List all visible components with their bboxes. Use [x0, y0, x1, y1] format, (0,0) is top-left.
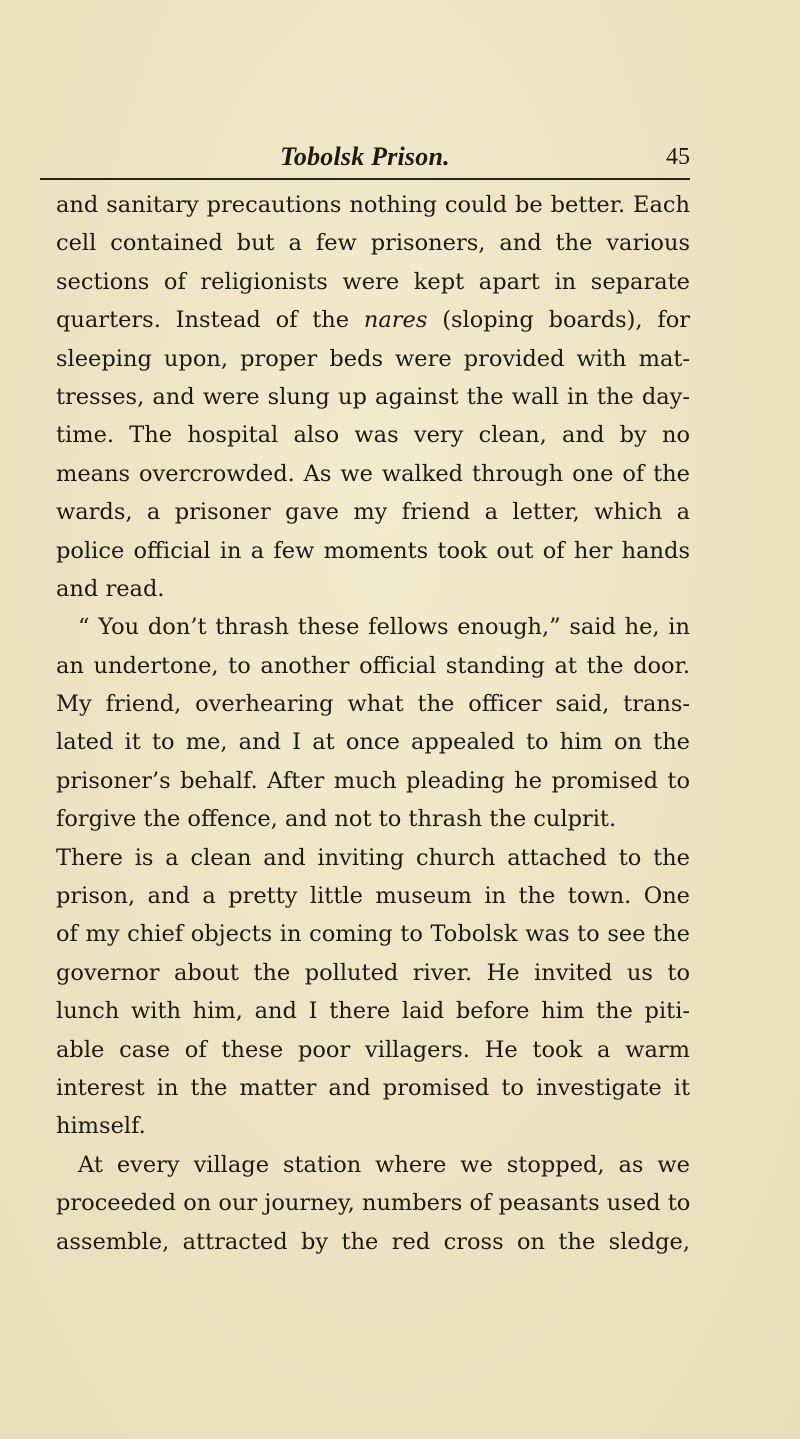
header-rule — [40, 178, 690, 180]
text-line: able case of these poor villagers. He took a warm — [56, 1036, 690, 1063]
text-line: proceeded on our journey, numbers of peasants used to — [56, 1190, 691, 1217]
text-line: of my chief objects in coming to Tobolsk was to see the — [56, 921, 690, 948]
page-title: Tobolsk Prison. — [280, 142, 450, 171]
text-line: forgive the offence, and not to thrash the culprit. — [56, 806, 617, 833]
text-line: sleeping upon, proper beds were provided with mat- — [56, 345, 690, 372]
text-line: assemble, attracted by the red cross on the sledge, — [56, 1228, 690, 1255]
running-head — [40, 140, 690, 180]
text-line: lunch with him, and I there laid before him the piti- — [56, 998, 690, 1025]
text-line: lated it to me, and I at once appealed to him on the — [56, 729, 690, 756]
text-line: wards, a prisoner gave my friend a letter, which a — [56, 499, 690, 526]
text-line: interest in the matter and promised to investigate it — [56, 1074, 690, 1101]
body-text — [56, 186, 690, 1261]
text-line: governor about the polluted river. He invited us to — [56, 959, 690, 986]
page-number: 45 — [666, 144, 690, 170]
text-line: police official in a few moments took out of her hands — [56, 537, 690, 564]
text-line: himself. — [56, 1113, 146, 1140]
text-line: time. The hospital also was very clean, and by no — [56, 422, 690, 449]
text-line: means overcrowded. As we walked through one of the — [56, 460, 690, 487]
text-line: prisoner’s behalf. After much pleading he promised to — [56, 767, 690, 794]
text-line: and read. — [56, 575, 165, 602]
text-line: sections of religionists were kept apart in separate — [56, 268, 690, 295]
text-line: At every village station where we stopped, as we — [78, 1151, 690, 1178]
text-line: My friend, overhearing what the officer said, trans- — [56, 691, 690, 718]
text-line: tresses, and were slung up against the wall in the day- — [56, 383, 690, 410]
text-line: quarters. Instead of the nares (sloping boards), for — [56, 307, 690, 334]
text-line: There is a clean and inviting church attached to the — [56, 844, 690, 871]
text-line: and sanitary precautions nothing could be better. Each — [56, 192, 690, 218]
text-line: cell contained but a few prisoners, and the various — [56, 230, 690, 257]
text-line: prison, and a pretty little museum in the town. One — [56, 883, 690, 910]
text-line: an undertone, to another official standing at the door. — [56, 652, 690, 679]
italic-term: nares — [363, 307, 428, 334]
text-line: “ You don’t thrash these fellows enough,” said he, in — [78, 614, 690, 641]
